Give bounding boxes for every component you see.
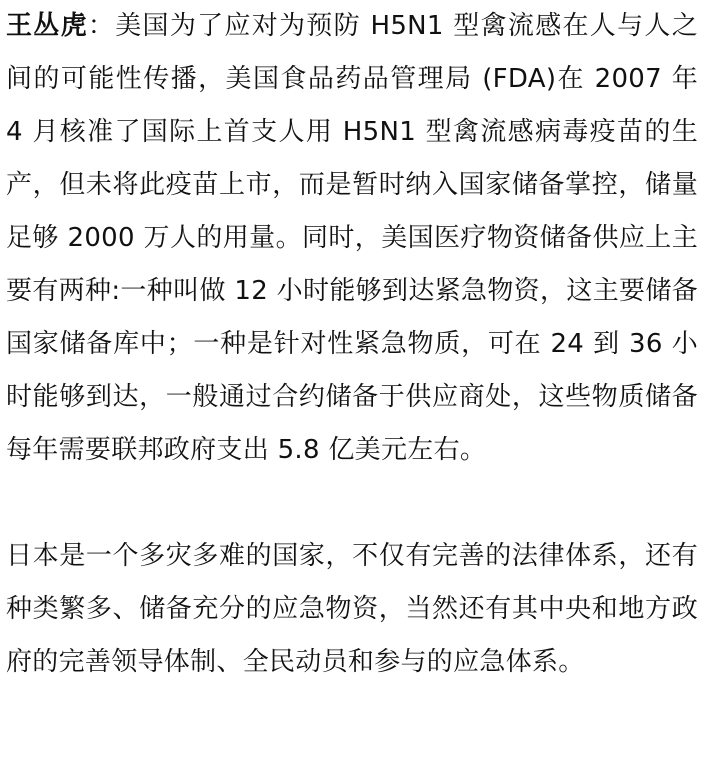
paragraph-japan-system — [6, 530, 698, 689]
paragraph-text: 日本是一个多灾多难的国家，不仅有完善的法律体系，还有种类繁多、储备充分的应急物资，当然还有其中央和地方政府的完善领导体制、全民动员和参与的应急体系。 — [6, 541, 698, 677]
paragraph-text: 美国为了应对为预防 H5N1 型禽流感在人与人之间的可能性传播，美国食品药品管理局 (FDA)在 2007 年 4 月核准了国际上首支人用 H5N1 型禽流感病毒疫苗的生产，但未将此疫苗上市，而是暂时纳入国家储备掌控，储量足够 2000 万人的用量。同时，美国医疗物资储备供应上主要有两种:一种叫做 12 小时能够到达紧急物资，这主要储备国家储备库中；一种是针对性紧急物质，可在 24 到 36 小时能够到达，一般通过合约储备于供应商处，这些物质储备每年需要联邦政府支出 5.8 亿美元左右。 — [6, 11, 698, 465]
document-body — [6, 0, 698, 689]
paragraph-us-stockpile — [6, 0, 698, 477]
speaker-name: 王丛虎 — [6, 11, 88, 41]
speaker-separator: ： — [87, 11, 116, 41]
